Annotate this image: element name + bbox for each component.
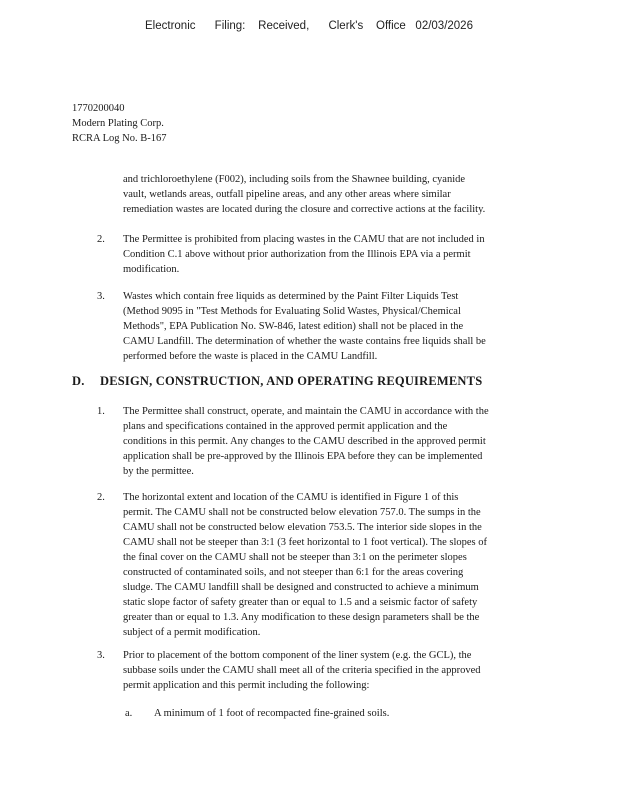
paragraph-line: application shall be pre-approved by the Illinois EPA before they can be implemented — [123, 451, 483, 462]
paragraph-line: plans and specifications contained in the approved permit application and the — [123, 421, 448, 432]
paragraph-line: Wastes which contain free liquids as determined by the Paint Filter Liquids Test — [123, 291, 459, 302]
document-id: 1770200040 — [72, 103, 125, 114]
section-heading — [72, 374, 482, 389]
paragraph-line: performed before the waste is placed in the CAMU Landfill. — [123, 351, 378, 362]
paragraph-line: the final cover on the CAMU shall not be steeper than 3:1 on the perimeter slopes — [123, 552, 467, 563]
paragraph-line: remediation wastes are located during the closure and corrective actions at the facility. — [123, 204, 486, 215]
paragraph-line: CAMU shall not be steeper than 3:1 (3 feet horizontal to 1 foot vertical). The slopes of — [123, 537, 488, 548]
section-title: DESIGN, CONSTRUCTION, AND OPERATING REQUIREMENTS — [100, 374, 483, 388]
item-number: 1. — [97, 406, 105, 417]
section-letter: D. — [72, 374, 85, 388]
item-text — [123, 404, 489, 479]
item-text — [123, 289, 486, 364]
paragraph-line: (Method 9095 in "Test Methods for Evaluating Solid Wastes, Physical/Chemical — [123, 306, 461, 317]
subitem-text — [154, 706, 389, 721]
paragraph-line: The Permittee is prohibited from placing wastes in the CAMU that are not included in — [123, 234, 485, 245]
item-number: 2. — [97, 234, 105, 245]
paragraph-line: greater than or equal to 1.3. Any modification to these design parameters shall be the — [123, 612, 480, 623]
paragraph-line: and trichloroethylene (F002), including soils from the Shawnee building, cyanide — [123, 174, 466, 185]
paragraph-line: A minimum of 1 foot of recompacted fine-grained soils. — [154, 708, 390, 719]
paragraph-line: The horizontal extent and location of the CAMU is identified in Figure 1 of this — [123, 492, 459, 503]
paragraph-line: CAMU shall not be constructed below elevation 753.5. The interior side slopes in the — [123, 522, 482, 533]
company-name: Modern Plating Corp. — [72, 118, 164, 129]
paragraph-line: subbase soils under the CAMU shall meet all of the criteria specified in the approved — [123, 665, 481, 676]
paragraph-line: static slope factor of safety greater than or equal to 1.5 and a seismic factor of safety — [123, 597, 478, 608]
item-number: 3. — [97, 650, 105, 661]
item-text — [123, 648, 480, 693]
item-number: 2. — [97, 492, 105, 503]
paragraph-line: Methods", EPA Publication No. SW-846, latest edition) shall not be placed in the — [123, 321, 464, 332]
paragraph-line: vault, wetlands areas, outfall pipeline areas, and any other areas where similar — [123, 189, 451, 200]
paragraph-line: subject of a permit modification. — [123, 627, 261, 638]
document-header — [72, 101, 167, 146]
paragraph-line: constructed of contaminated soils, and not steeper than 6:1 for the areas covering — [123, 567, 464, 578]
paragraph-line: Prior to placement of the bottom component of the liner system (e.g. the GCL), the — [123, 650, 472, 661]
rcra-log-number: RCRA Log No. B-167 — [72, 133, 167, 144]
item-text — [123, 232, 485, 277]
paragraph-line: The Permittee shall construct, operate, and maintain the CAMU in accordance with the — [123, 406, 489, 417]
paragraph-line: by the permittee. — [123, 466, 194, 477]
paragraph-line: Condition C.1 above without prior authorization from the Illinois EPA via a permit — [123, 249, 471, 260]
paragraph-line: permit application and this permit including the following: — [123, 680, 370, 691]
continued-paragraph — [123, 172, 548, 217]
paragraph-line: CAMU Landfill. The determination of whether the waste contains free liquids shall be — [123, 336, 486, 347]
subitem-letter: a. — [125, 708, 133, 719]
item-text — [123, 490, 487, 640]
paragraph-line: conditions in this permit. Any changes to the CAMU described in the approved permit — [123, 436, 486, 447]
item-number: 3. — [97, 291, 105, 302]
filing-stamp: Electronic Filing: Received, Clerk's Office 02/03/2026 — [145, 20, 473, 32]
paragraph-line: sludge. The CAMU landfill shall be designed and constructed to achieve a minimum — [123, 582, 479, 593]
paragraph-line: modification. — [123, 264, 180, 275]
paragraph-line: permit. The CAMU shall not be constructed below elevation 757.0. The sumps in the — [123, 507, 481, 518]
